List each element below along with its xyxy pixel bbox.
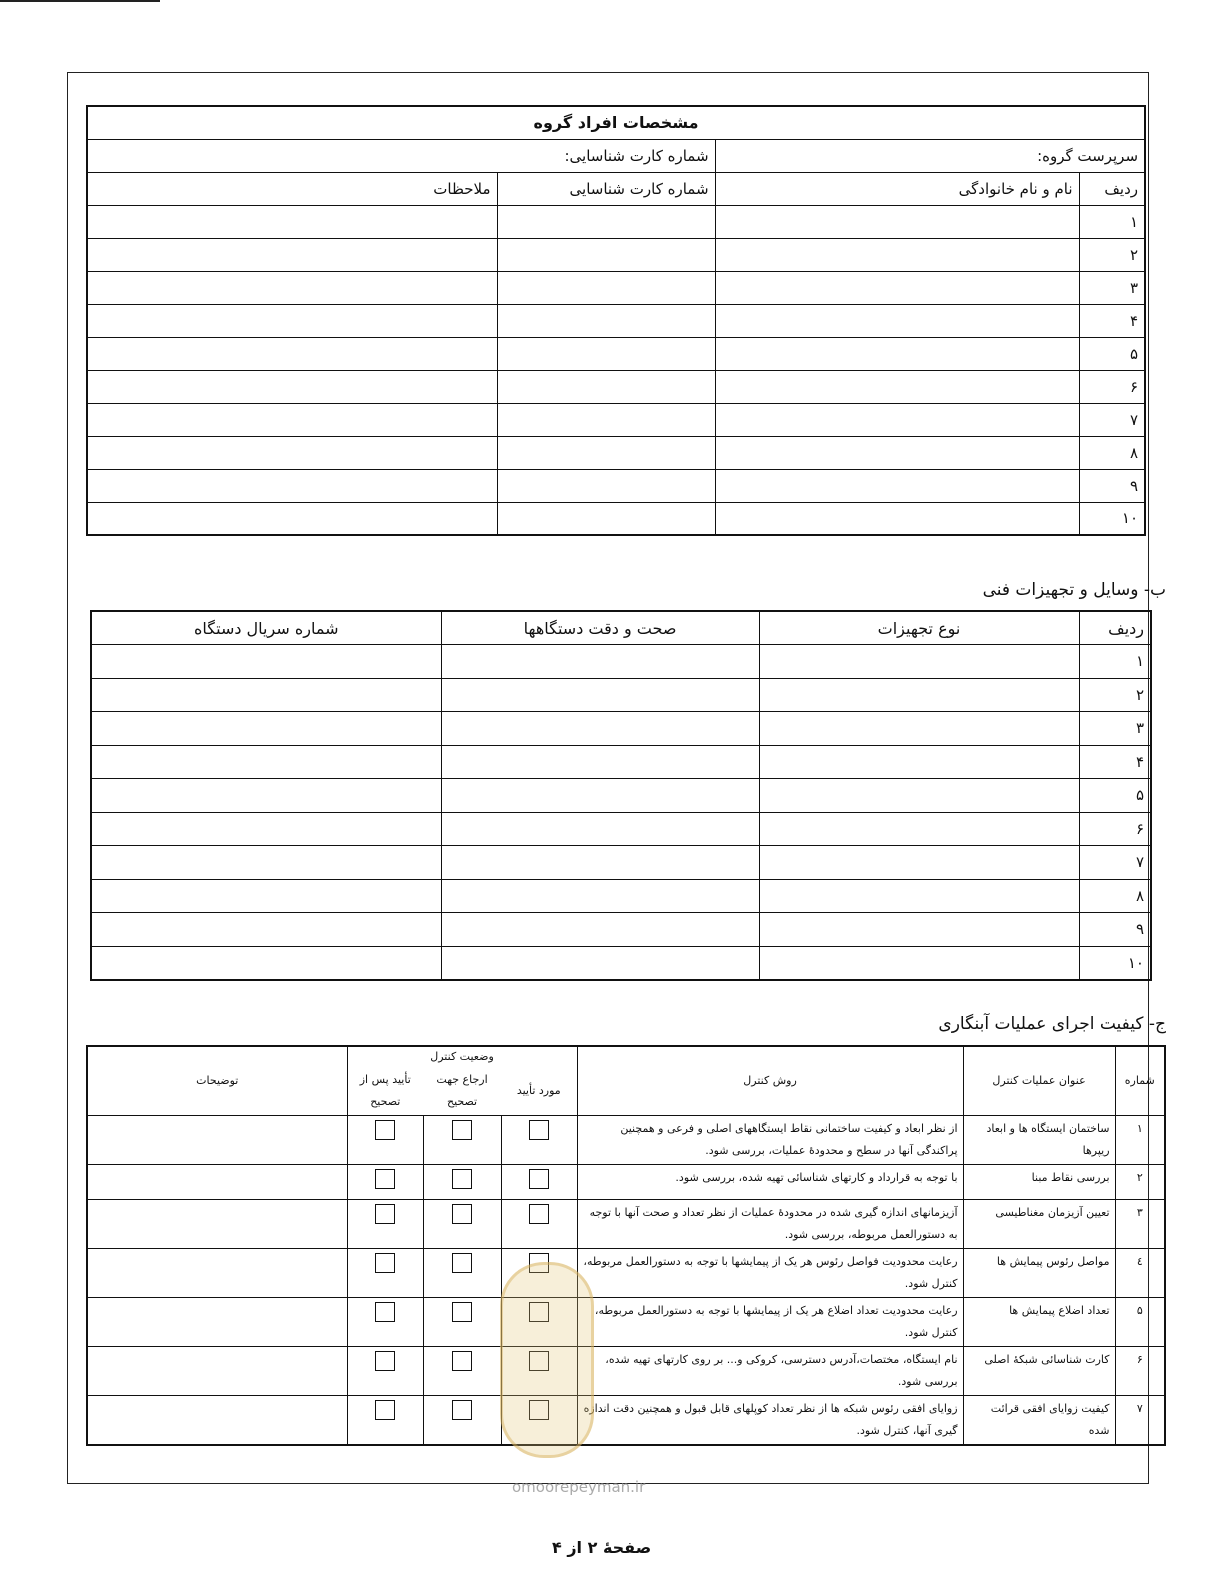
remarks-cell[interactable] xyxy=(87,502,497,535)
status-cell xyxy=(347,1347,423,1396)
status-cell xyxy=(347,1249,423,1298)
table-row xyxy=(87,1116,1165,1165)
table-row xyxy=(87,1396,1165,1446)
name-cell[interactable] xyxy=(715,403,1079,436)
table-row xyxy=(91,879,1151,913)
table-row xyxy=(87,436,1145,469)
row-number: ۷ xyxy=(1079,403,1145,436)
control-title: ساختمان ایستگاه ها و ابعاد ریپرها xyxy=(963,1116,1115,1165)
control-method: از نظر ابعاد و کیفیت ساختمانی نقاط ایستگاههای اصلی و فرعی و همچنین پراکندگی آنها در سطح و محدودهٔ عملیات، بررسی شود. xyxy=(577,1116,963,1165)
row-number: ۹ xyxy=(1079,913,1151,947)
remarks-cell[interactable] xyxy=(87,304,497,337)
approved-after-checkbox[interactable] xyxy=(375,1400,395,1420)
id-card-cell[interactable] xyxy=(497,304,715,337)
status-returned-header: ارجاع جهت تصحیح xyxy=(423,1067,501,1116)
name-cell[interactable] xyxy=(715,436,1079,469)
control-number: ۶ xyxy=(1115,1347,1165,1396)
control-method: رعایت محدودیت فواصل رئوس هر یک از پیمایشها با توجه به دستورالعمل مربوطه، کنترل شود. xyxy=(577,1249,963,1298)
status-cell xyxy=(347,1298,423,1347)
watermark-seal xyxy=(500,1262,594,1458)
id-card-cell[interactable] xyxy=(497,238,715,271)
remarks-cell[interactable] xyxy=(87,403,497,436)
name-cell[interactable] xyxy=(715,469,1079,502)
control-number: ۷ xyxy=(1115,1396,1165,1446)
serial-cell[interactable] xyxy=(91,812,441,846)
notes-cell[interactable] xyxy=(87,1396,347,1446)
serial-cell[interactable] xyxy=(91,946,441,980)
footer-url: omoorepeyman.ir xyxy=(512,1478,646,1496)
control-method: با توجه به قرارداد و کارتهای شناسائی تهیه شده، بررسی شود. xyxy=(577,1165,963,1200)
accuracy-cell[interactable] xyxy=(441,879,759,913)
status-approved-after-header: تأیید پس از تصحیح xyxy=(347,1067,423,1116)
accuracy-cell[interactable] xyxy=(441,812,759,846)
control-number: ۳ xyxy=(1115,1200,1165,1249)
status-cell xyxy=(423,1200,501,1249)
remarks-cell[interactable] xyxy=(87,436,497,469)
approved-after-checkbox[interactable] xyxy=(375,1253,395,1273)
table-row xyxy=(87,502,1145,535)
remarks-cell[interactable] xyxy=(87,205,497,238)
accuracy-cell[interactable] xyxy=(441,779,759,813)
name-cell[interactable] xyxy=(715,337,1079,370)
status-cell xyxy=(423,1249,501,1298)
col-row-header: ردیف xyxy=(1079,172,1145,205)
table-row xyxy=(87,1249,1165,1298)
table-row xyxy=(91,712,1151,746)
equipment-type-cell[interactable] xyxy=(759,812,1079,846)
row-number: ۱ xyxy=(1079,645,1151,679)
returned-checkbox[interactable] xyxy=(452,1169,472,1189)
table-row xyxy=(91,745,1151,779)
status-approved-header: مورد تأیید xyxy=(501,1067,577,1116)
row-number: ۴ xyxy=(1079,304,1145,337)
row-number: ۹ xyxy=(1079,469,1145,502)
returned-checkbox[interactable] xyxy=(452,1302,472,1322)
control-title: بررسی نقاط مبنا xyxy=(963,1165,1115,1200)
id-card-cell[interactable] xyxy=(497,271,715,304)
table-row xyxy=(87,370,1145,403)
notes-cell[interactable] xyxy=(87,1298,347,1347)
approved-after-checkbox[interactable] xyxy=(375,1120,395,1140)
table-row xyxy=(91,812,1151,846)
top-edge-line xyxy=(0,0,160,2)
accuracy-cell[interactable] xyxy=(441,913,759,947)
approved-after-checkbox[interactable] xyxy=(375,1351,395,1371)
table-row xyxy=(87,304,1145,337)
accuracy-cell[interactable] xyxy=(441,946,759,980)
page-number: صفحهٔ ۲ از ۴ xyxy=(552,1538,652,1557)
status-cell xyxy=(347,1200,423,1249)
id-card-cell[interactable] xyxy=(497,370,715,403)
status-cell xyxy=(423,1396,501,1446)
accuracy-cell[interactable] xyxy=(441,846,759,880)
status-cell xyxy=(347,1396,423,1446)
row-number: ۲ xyxy=(1079,238,1145,271)
serial-cell[interactable] xyxy=(91,913,441,947)
row-number: ۲ xyxy=(1079,678,1151,712)
control-number: ۵ xyxy=(1115,1298,1165,1347)
col-status-header: وضعیت کنترل xyxy=(347,1046,577,1067)
id-card-cell[interactable] xyxy=(497,205,715,238)
table-row xyxy=(87,469,1145,502)
id-card-cell[interactable] xyxy=(497,502,715,535)
status-cell xyxy=(501,1165,577,1200)
col-row-header: ردیف xyxy=(1079,611,1151,645)
remarks-cell[interactable] xyxy=(87,271,497,304)
control-title: کارت شناسائی شبکهٔ اصلی xyxy=(963,1347,1115,1396)
remarks-cell[interactable] xyxy=(87,337,497,370)
col-method-header: روش کنترل xyxy=(577,1046,963,1116)
control-number: ٤ xyxy=(1115,1249,1165,1298)
table-row xyxy=(87,238,1145,271)
serial-cell[interactable] xyxy=(91,645,441,679)
accuracy-cell[interactable] xyxy=(441,712,759,746)
equipment-type-cell[interactable] xyxy=(759,879,1079,913)
row-number: ۱ xyxy=(1079,205,1145,238)
status-cell xyxy=(423,1347,501,1396)
equipment-type-cell[interactable] xyxy=(759,913,1079,947)
row-number: ۵ xyxy=(1079,337,1145,370)
table-row xyxy=(91,678,1151,712)
control-title: مواصل رئوس پیمایش ها xyxy=(963,1249,1115,1298)
equipment-type-cell[interactable] xyxy=(759,645,1079,679)
team-members-table xyxy=(86,105,1146,536)
table-row xyxy=(91,946,1151,980)
col-notes-header: توضیحات xyxy=(87,1046,347,1116)
serial-cell[interactable] xyxy=(91,779,441,813)
returned-checkbox[interactable] xyxy=(452,1351,472,1371)
name-cell[interactable] xyxy=(715,370,1079,403)
status-cell xyxy=(423,1165,501,1200)
table-row xyxy=(91,779,1151,813)
id-card-cell[interactable] xyxy=(497,469,715,502)
name-cell[interactable] xyxy=(715,502,1079,535)
serial-cell[interactable] xyxy=(91,745,441,779)
id-card-cell[interactable] xyxy=(497,403,715,436)
notes-cell[interactable] xyxy=(87,1249,347,1298)
row-number: ۸ xyxy=(1079,879,1151,913)
notes-cell[interactable] xyxy=(87,1347,347,1396)
col-number-header: شماره xyxy=(1115,1046,1165,1116)
col-serial-header: شماره سریال دستگاه xyxy=(91,611,441,645)
equipment-type-cell[interactable] xyxy=(759,678,1079,712)
control-title: کیفیت زوایای افقی قرائت شده xyxy=(963,1396,1115,1446)
row-number: ۸ xyxy=(1079,436,1145,469)
row-number: ۳ xyxy=(1079,712,1151,746)
serial-cell[interactable] xyxy=(91,879,441,913)
equipment-table xyxy=(90,610,1152,981)
row-number: ۳ xyxy=(1079,271,1145,304)
section-c-heading: ج- کیفیت اجرای عملیات آبنگاری xyxy=(938,1014,1166,1034)
table-row xyxy=(87,1200,1165,1249)
team-members-title: مشخصات افراد گروه xyxy=(87,106,1145,139)
returned-checkbox[interactable] xyxy=(452,1120,472,1140)
name-cell[interactable] xyxy=(715,304,1079,337)
status-cell xyxy=(501,1200,577,1249)
section-b-heading: ب- وسایل و تجهیزات فنی xyxy=(982,580,1166,600)
id-card-cell[interactable] xyxy=(497,436,715,469)
col-id-header: شماره کارت شناسایی xyxy=(497,172,715,205)
approved-after-checkbox[interactable] xyxy=(375,1169,395,1189)
name-cell[interactable] xyxy=(715,271,1079,304)
remarks-cell[interactable] xyxy=(87,469,497,502)
control-number: ۱ xyxy=(1115,1116,1165,1165)
serial-cell[interactable] xyxy=(91,678,441,712)
accuracy-cell[interactable] xyxy=(441,745,759,779)
control-method: رعایت محدودیت تعداد اضلاع هر یک از پیمایشها با توجه به دستورالعمل مربوطه، کنترل شود. xyxy=(577,1298,963,1347)
equipment-type-cell[interactable] xyxy=(759,712,1079,746)
approved-checkbox[interactable] xyxy=(529,1204,549,1224)
col-name-header: نام و نام خانوادگی xyxy=(715,172,1079,205)
control-method: آزیزمانهای اندازه گیری شده در محدودهٔ عملیات از نظر تعداد و صحت آنها با توجه به دستورالعمل مربوطه، بررسی شود. xyxy=(577,1200,963,1249)
row-number: ۶ xyxy=(1079,370,1145,403)
id-card-cell[interactable] xyxy=(497,337,715,370)
col-remarks-header: ملاحظات xyxy=(87,172,497,205)
table-row xyxy=(87,1165,1165,1200)
row-number: ۷ xyxy=(1079,846,1151,880)
equipment-type-cell[interactable] xyxy=(759,846,1079,880)
accuracy-cell[interactable] xyxy=(441,678,759,712)
serial-cell[interactable] xyxy=(91,846,441,880)
serial-cell[interactable] xyxy=(91,712,441,746)
approved-checkbox[interactable] xyxy=(529,1120,549,1140)
row-number: ۴ xyxy=(1079,745,1151,779)
control-operations-table xyxy=(86,1045,1166,1446)
approved-after-checkbox[interactable] xyxy=(375,1204,395,1224)
table-row xyxy=(91,913,1151,947)
approved-after-checkbox[interactable] xyxy=(375,1302,395,1322)
remarks-cell[interactable] xyxy=(87,370,497,403)
table-row xyxy=(91,645,1151,679)
row-number: ۶ xyxy=(1079,812,1151,846)
table-row xyxy=(87,1298,1165,1347)
equipment-type-cell[interactable] xyxy=(759,779,1079,813)
status-cell xyxy=(347,1116,423,1165)
equipment-type-cell[interactable] xyxy=(759,745,1079,779)
control-number: ۲ xyxy=(1115,1165,1165,1200)
equipment-type-cell[interactable] xyxy=(759,946,1079,980)
col-title-header: عنوان عملیات کنترل xyxy=(963,1046,1115,1116)
control-title: تعداد اضلاع پیمایش ها xyxy=(963,1298,1115,1347)
control-title: تعیین آزیزمان مغناطیسی xyxy=(963,1200,1115,1249)
table-row xyxy=(91,846,1151,880)
col-equipment-type-header: نوع تجهیزات xyxy=(759,611,1079,645)
row-number: ۱۰ xyxy=(1079,946,1151,980)
table-row xyxy=(87,403,1145,436)
control-method: زوایای افقی رئوس شبکه ها از نظر تعداد کوپلهای قابل قبول و همچنین دقت اندازه گیری آنها، کنترل شود. xyxy=(577,1396,963,1446)
status-cell xyxy=(501,1116,577,1165)
returned-checkbox[interactable] xyxy=(452,1253,472,1273)
notes-cell[interactable] xyxy=(87,1116,347,1165)
returned-checkbox[interactable] xyxy=(452,1204,472,1224)
status-cell xyxy=(347,1165,423,1200)
approved-checkbox[interactable] xyxy=(529,1169,549,1189)
accuracy-cell[interactable] xyxy=(441,645,759,679)
notes-cell[interactable] xyxy=(87,1200,347,1249)
row-number: ۱۰ xyxy=(1079,502,1145,535)
table-row xyxy=(87,337,1145,370)
table-row xyxy=(87,271,1145,304)
table-row xyxy=(87,205,1145,238)
row-number: ۵ xyxy=(1079,779,1151,813)
control-method: نام ایستگاه، مختصات،آدرس دسترسی، کروکی و... بر روی کارتهای تهیه شده، بررسی شود. xyxy=(577,1347,963,1396)
notes-cell[interactable] xyxy=(87,1165,347,1200)
returned-checkbox[interactable] xyxy=(452,1400,472,1420)
col-accuracy-header: صحت و دقت دستگاهها xyxy=(441,611,759,645)
id-card-label: شماره کارت شناسایی: xyxy=(87,139,715,172)
name-cell[interactable] xyxy=(715,238,1079,271)
name-cell[interactable] xyxy=(715,205,1079,238)
status-cell xyxy=(423,1116,501,1165)
table-row xyxy=(87,1347,1165,1396)
status-cell xyxy=(423,1298,501,1347)
supervisor-label: سرپرست گروه: xyxy=(715,139,1145,172)
remarks-cell[interactable] xyxy=(87,238,497,271)
